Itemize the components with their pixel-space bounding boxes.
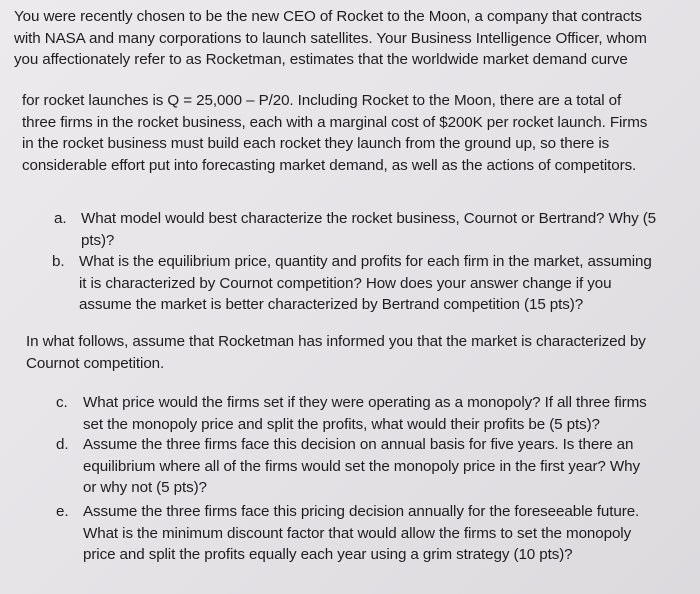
question-letter: e. [56,503,69,520]
question-line: What is the minimum discount factor that would allow the firms to set the monopoly [83,524,632,542]
setup-line: three firms in the rocket business, each with a marginal cost of $200K per rocket launch. Firms [22,113,648,131]
question-line: pts)? [81,231,115,249]
question-line: What is the equilibrium price, quantity and profits for each firm in the market, assuming [79,253,652,270]
question-line: equilibrium where all of the firms would set the monopoly price in the first year? Why [83,457,640,475]
question-letter: c. [56,394,68,411]
intro-paragraph [14,6,647,71]
question-letter: d. [56,436,69,453]
question-text [79,251,652,316]
question-text [83,392,647,435]
question-text [83,501,639,566]
setup-line: for rocket launches is Q = 25,000 – P/20. Including Rocket to the Moon, there are a total of [22,92,622,109]
transition-paragraph [26,331,646,374]
question-line: it is characterized by Cournot competition? How does your answer change if you [79,274,612,292]
setup-paragraph [22,90,647,176]
question-letter: a. [54,210,67,227]
question-line: What model would best characterize the rocket business, Cournot or Bertrand? Why (5 [81,210,657,227]
question-text [83,434,640,499]
transition-line: In what follows, assume that Rocketman has informed you that the market is characterized by [26,333,646,350]
question-line: price and split the profits equally each year using a grim strategy (10 pts)? [83,546,573,563]
setup-line: considerable effort put into forecasting market demand, as well as the actions of competitors. [22,156,637,174]
question-line: set the monopoly price and split the profits, what would their profits be (5 pts)? [83,415,600,433]
setup-line: in the rocket business must build each rocket they launch from the ground up, so there is [22,135,610,152]
question-line: What price would the firms set if they were operating as a monopoly? If all three firms [83,394,647,411]
question-letter: b. [52,253,65,270]
transition-line: Cournot competition. [26,354,165,372]
question-text [81,208,656,251]
question-line: assume the market is better characterized by Bertrand competition (15 pts)? [79,296,584,313]
intro-line: you affectionately refer to as Rocketman, estimates that the worldwide market demand curve [14,51,628,68]
question-line: Assume the three firms face this decision on annual basis for five years. Is there an [83,436,634,453]
intro-line: with NASA and many corporations to launch satellites. Your Business Intelligence Officer, whom [14,29,647,47]
question-line: Assume the three firms face this pricing decision annually for the foreseeable future. [83,503,640,520]
intro-line: You were recently chosen to be the new CEO of Rocket to the Moon, a company that contracts [14,8,642,25]
question-line: or why not (5 pts)? [83,479,207,496]
